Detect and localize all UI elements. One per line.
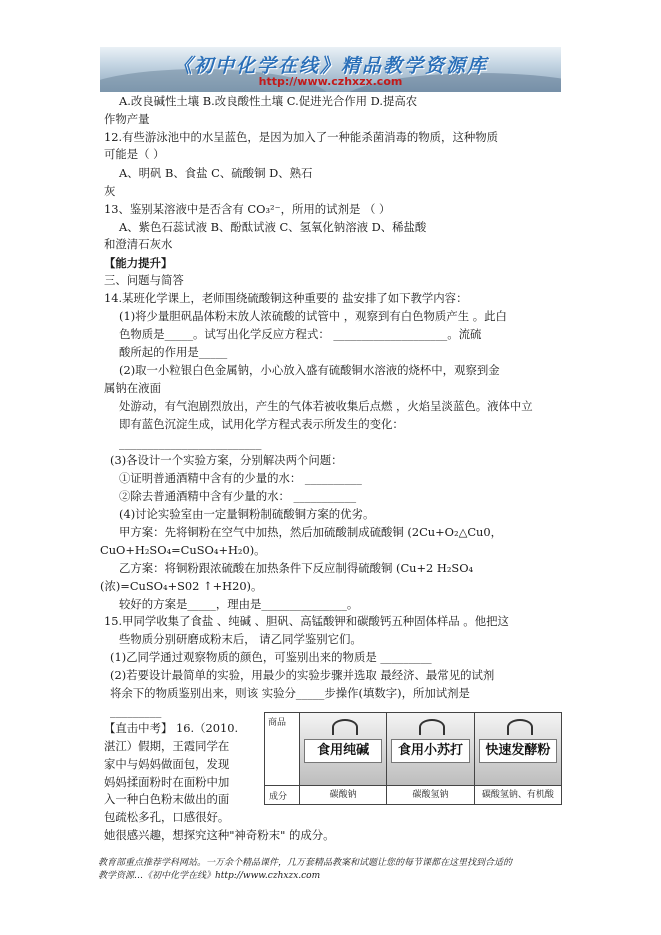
package-leavening <box>474 713 561 785</box>
footer-line-2: 教学资源…《初中化学在线》http://www.czhxzx.com <box>98 871 321 881</box>
q15-part2-line2: 将余下的物质鉴别出来，则该 实验分_____步操作(填数字)，所加试剂是 <box>110 686 470 700</box>
q16-line7: 她很感兴趣，想探究这种"神奇粉末" 的成分。 <box>104 828 335 842</box>
q13-options-wrap: 和澄清石灰水 <box>104 237 173 251</box>
q15-stem: 15.甲同学收集了食盐 、纯碱 、胆矾、高锰酸钾和碳酸钙五种固体样品 。他把这 <box>104 614 509 628</box>
q16-line5: 入一种白色粉末做出的面 <box>104 792 230 806</box>
figure-component-row <box>265 785 561 804</box>
q14-part2: (2)取一小粒银白色金属钠，小心放入盛有硫酸铜水溶液的烧杯中，观察到金 <box>119 363 500 377</box>
q15-stem-line2: 些物质分别研磨成粉末后， 请乙同学鉴别它们。 <box>119 632 362 646</box>
banner-url[interactable]: http://www.czhxzx.com <box>258 75 403 88</box>
q14-part2-line2: 属钠在液面 <box>104 381 161 395</box>
section-heading-ability: 【能力提升】 <box>104 256 173 270</box>
q14-part3-item2: ②除去普通酒精中含有少量的水： ___________ <box>119 489 357 503</box>
q14-part2-line3: 处游动，有气泡剧烈放出，产生的气体若被收集后点燃 ，火焰呈淡蓝色。液体中立 <box>119 399 533 413</box>
q14-part2-line4: 即有蓝色沉淀生成，试用化学方程式表示所发生的变化： <box>119 417 404 431</box>
package-name: 快速发酵粉 <box>479 739 557 763</box>
package-name: 食用纯碱 <box>304 739 382 763</box>
q14-plan-b: 乙方案：将铜粉跟浓硫酸在加热条件下反应制得硫酸铜 (Cu+2 H₂SO₄ <box>119 561 474 575</box>
package-name: 食用小苏打 <box>391 739 469 763</box>
q16-line3: 家中与妈妈做面包，发现 <box>104 757 230 771</box>
q15-part2: (2)若要设计最简单的实验，用最少的实验步骤并选取 最经济、最常见的试剂 <box>110 668 495 682</box>
q14-stem: 14.某班化学课上，老师围绕硫酸铜这种重要的 盐安排了如下教学内容： <box>104 291 468 305</box>
q14-part3: (3)各设计一个实验方案，分别解决两个问题： <box>110 453 343 467</box>
q14-part4: (4)讨论实验室由一定量铜粉制硫酸铜方案的优劣。 <box>119 507 375 521</box>
product-figure <box>264 712 562 805</box>
component-cell: 碳酸氢钠、有机酸 <box>474 786 561 804</box>
q11-options-line: A.改良碱性土壤 B.改良酸性土壤 C.促进光合作用 D.提高农 <box>119 94 418 108</box>
figure-component-cells <box>299 786 561 804</box>
q14-part1-line3: 酸所起的作用是_____ <box>119 345 228 359</box>
q16-line6: 包疏松多孔，口感很好。 <box>104 810 230 824</box>
q14-part3-item1: ①证明普通酒精中含有的少量的水： __________ <box>119 471 362 485</box>
site-banner <box>100 47 561 92</box>
q12-options-wrap: 灰 <box>104 184 116 198</box>
figure-row-label: 成分 <box>269 792 288 802</box>
q12-stem-wrap: 可能是（ ） <box>104 147 165 161</box>
q16-line2: 湛江）假期，王霞同学在 <box>104 739 230 753</box>
package-emblem-icon <box>332 719 358 735</box>
figure-packages <box>299 713 561 785</box>
q16-line4: 妈妈揉面粉时在面粉中加 <box>104 775 230 789</box>
figure-header-label: 商品 <box>268 718 287 728</box>
component-cell: 碳酸氢钠 <box>386 786 473 804</box>
q14-part1: (1)将少量胆矾晶体粉末放人浓硫酸的试管中 ，观察到有白色物质产生 。此白 <box>119 309 507 323</box>
footer-line-1: 教育部重点推荐学科网站。一万余个精品课件，几万套精品教案和试题让您的每节课都在这里找到合适的 <box>98 858 513 868</box>
q14-plan-b-equation: (浓)=CuSO₄+S02 ↑+H20)。 <box>100 579 263 593</box>
package-emblem-icon <box>507 719 533 735</box>
q15-part2-blank: _________ <box>110 704 162 718</box>
q13-stem: 13、鉴别某溶液中是否含有 CO₃²⁻，所用的试剂是 （ ） <box>104 202 391 216</box>
q14-part2-blank: _________________________ <box>119 436 262 450</box>
q15-part1: (1)乙同学通过观察物质的颜色，可鉴别出来的物质是 _________ <box>110 650 432 664</box>
package-soda <box>299 713 386 785</box>
q16-stem: 【直击中考】 16.（2010. <box>104 721 239 735</box>
banner-title: 《初中化学在线》精品教学资源库 <box>172 55 488 77</box>
package-baking-soda <box>386 713 473 785</box>
q14-plan-a: 甲方案：先将铜粉在空气中加热，然后加硫酸制成硫酸铜 (2Cu+O₂△Cu0， <box>119 525 503 539</box>
q13-options: A、紫色石蕊试液 B、酚酞试液 C、氢氧化钠溶液 D、稀盐酸 <box>119 220 427 234</box>
component-cell: 碳酸钠 <box>299 786 386 804</box>
q14-plan-a-equation: CuO+H₂SO₄=CuSO₄+H₂0)。 <box>100 543 266 557</box>
q12-options: A、明矾 B、食盐 C、硫酸铜 D、熟石 <box>119 166 313 180</box>
section-heading-qa: 三、问题与简答 <box>104 273 184 287</box>
package-emblem-icon <box>419 719 445 735</box>
q11-options-wrap: 作物产量 <box>104 112 150 126</box>
q14-better-plan: 较好的方案是_____，理由是_______________。 <box>119 597 359 611</box>
q14-part1-line2: 色物质是_____。试写出化学反应方程式： ____________________。流硫 <box>119 327 482 341</box>
q12-stem: 12.有些游泳池中的水呈蓝色，是因为加入了一种能杀菌消毒的物质，这种物质 <box>104 130 499 144</box>
